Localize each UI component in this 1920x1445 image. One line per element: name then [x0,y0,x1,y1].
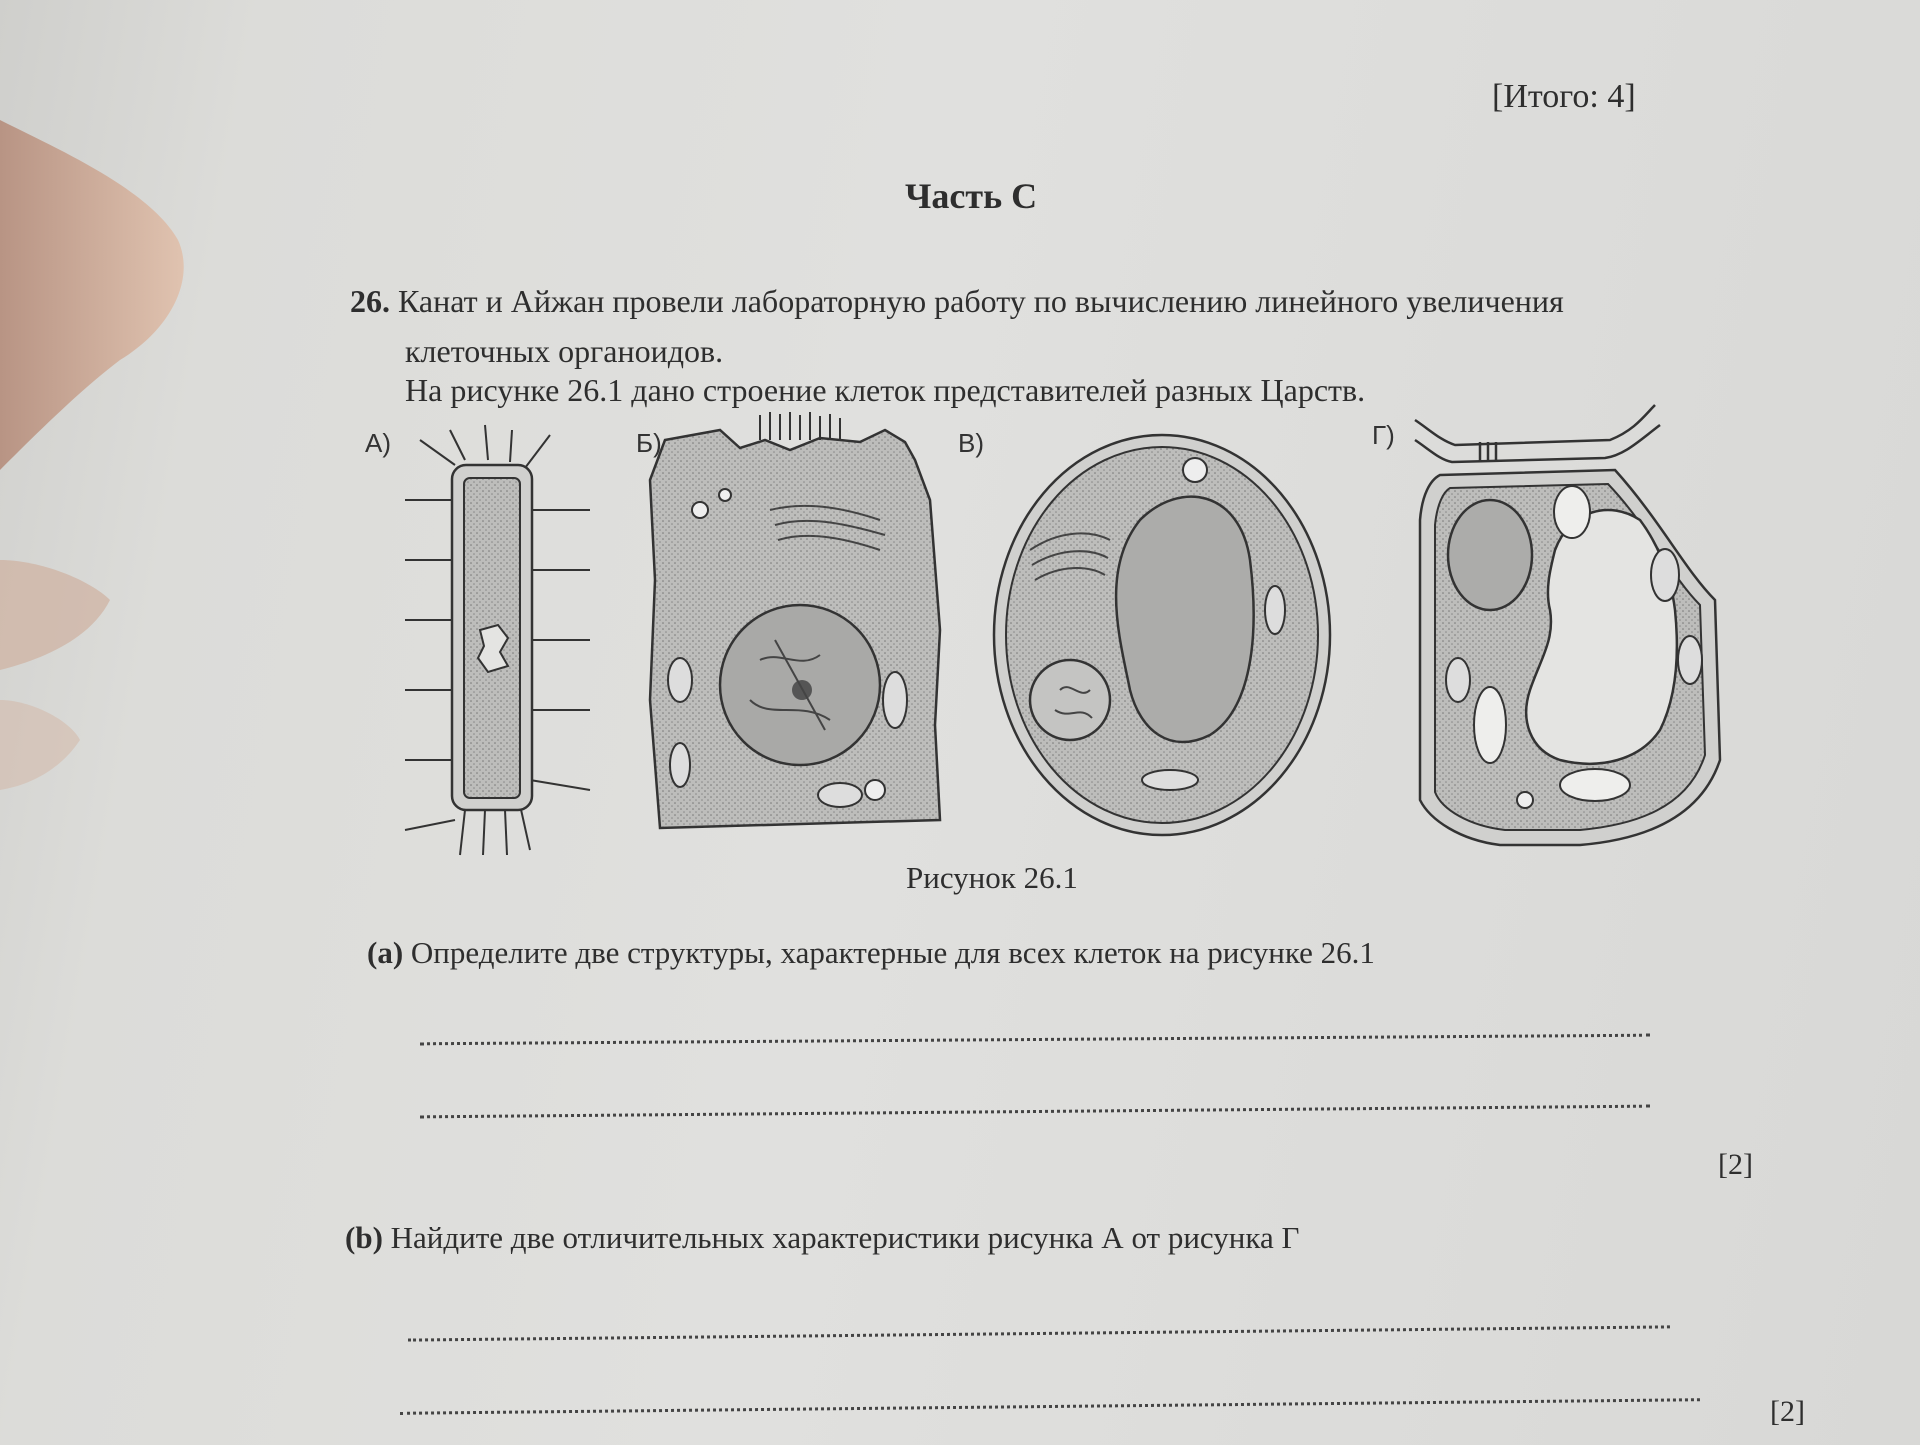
part-a-letter: (a) [367,935,404,970]
figure-label-b: Б) [636,428,662,458]
cell-g-plant [1415,405,1720,845]
part-a-mark: [2] [1718,1148,1753,1181]
cell-a-bacterium [405,425,590,855]
part-a-text: Определите две структуры, характерные для всех клеток на рисунке 26.1 [403,935,1375,970]
question-text-1: Канат и Айжан провели лабораторную работу по вычислению линейного увеличения [390,283,1564,319]
part-b-text: Найдите две отличительных характеристики рисунка А от рисунка Г [382,1220,1300,1255]
cell-v-fungus [994,435,1330,835]
total-score: [Итого: 4] [1492,78,1636,115]
question-line-3: На рисунке 26.1 дано строение клеток представителей разных Царств. [405,372,1366,408]
part-b-letter: (b) [345,1220,383,1255]
thumb-image [0,0,220,900]
cell-figure [380,400,1750,860]
part-a-question [367,935,1375,971]
part-title: Часть C [905,176,1038,216]
cell-b-animal [650,412,940,828]
part-b-mark: [2] [1770,1395,1805,1428]
figure-label-g: Г) [1372,420,1395,450]
figure-label-a: А) [365,428,391,458]
figure-label-v: В) [958,428,984,458]
question-line-1 [350,283,1564,320]
figure-caption: Рисунок 26.1 [906,860,1078,895]
question-number: 26. [350,283,390,319]
part-b-question [345,1220,1299,1256]
question-line-2: клеточных органоидов. [405,333,724,369]
